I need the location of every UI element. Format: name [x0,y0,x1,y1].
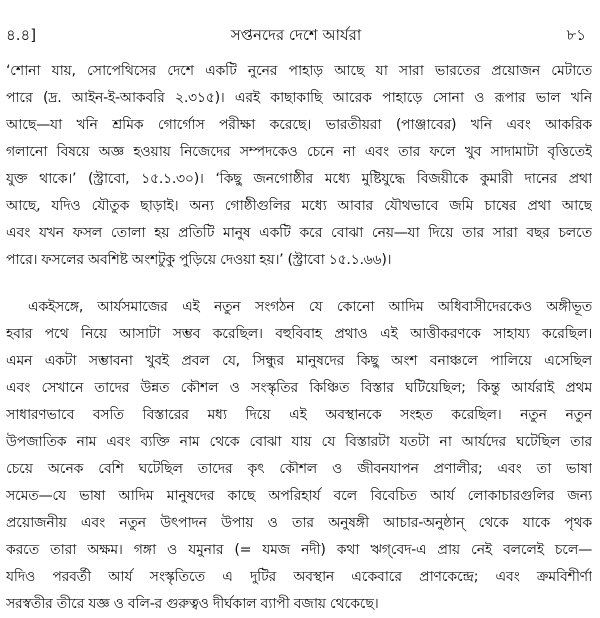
text-line: সমেত—যে ভাষা আদিম মানুষদের কাছে অপরিহার্য বলে বিবেচিত আর্য লোকাচারগুলির জন্য [6,488,592,504]
text-line: সরস্বতীর তীরে যজ্ঞ ও বলি-র গুরুত্বও দীর্ঘকাল ব্যাপী বজায় থেকেছে। [6,596,379,612]
text-line: ‘শোনা যায়, সোপেথিসের দেশে একটি নুনের পাহাড় আছে যা সারা ভারতের প্রয়োজন মেটাতে [6,63,592,79]
text-line: একইসঙ্গে, আর্যসমাজের এই নতুন সংগঠন যে কোনো আদিম অধিবাসীদেরকেও অঙ্গীভূত [28,299,592,315]
text-line: এবং যখন ফসল তোলা হয় প্রতিটি মানুষ একটি করে বোঝা নেয়—যা দিয়ে তার সারা বছর চলতে [6,225,592,241]
section-number: ৪.৪] [6,26,37,44]
chapter-title: সপ্তনদের দেশে আর্যরা [230,26,362,44]
text-line: উপজাতিক নাম এবং ব্যক্তি নাম থেকে বোঝা যায় যে বিস্তারটা যতটা না আর্যদের ঘটেছিল তার [6,434,592,450]
text-line: গলানো বিষয়ে অজ্ঞ হওয়ায় নিজেদের সম্পদকেও চেনে না এবং তার ফলে খুব সাদামাটা বৃত্তিতেই [6,144,592,160]
text-line: চেয়ে অনেক বেশি ঘটেছিল তাদের কৃৎ কৌশল ও জীবনযাপন প্রণালীর; এবং তা ভাষা [6,461,592,477]
text-line: এমন একটা সম্ভাবনা খুবই প্রবল যে, সিন্ধুর মানুষদের কিছু অংশ বনাঞ্চলে পালিয়ে এসেছিল [6,353,592,369]
quote-paragraph [6,58,592,274]
text-line: আছে, যদিও যৌতুক ছাড়াই। অন্য গোষ্ঠীগুলির মধ্যে আবার যৌথভাবে জমি চাষের প্রথা আছে [6,198,592,214]
text-line: যুক্ত থাকে।’ (স্ট্রাবো, ১৫.১.৩০)। ‘কিছু জনগোষ্ঠীর মধ্যে মুষ্টিযুদ্ধে বিজয়ীকে কুমারী দানের প্রথা [6,171,592,187]
running-header [6,24,586,46]
page-number: ৮১ [566,26,586,44]
text-line: করতে তারা অক্ষম। গঙ্গা ও যমুনার (= যমজ নদী) কথা ঋগ্‌বেদ-এ প্রায় নেই বললেই চলে— [6,542,592,558]
text-line: যদিও পরবর্তী আর্য সংস্কৃতিতে এ দুটির অবস্থান একেবারে প্রাণকেন্দ্রে; এবং ক্রমবিশীর্ণা [6,569,592,585]
text-line: পারে। ফসলের অবশিষ্ট অংশটুকু পুড়িয়ে দেওয়া হয়।’ (স্ট্রাবো ১৫.১.৬৬)। [6,252,392,268]
text-line: পারে (দ্র. আইন-ই-আকবরি ২.৩১৫)। এরই কাছাকাছি আরেক পাহাড়ে সোনা ও রূপার ভাল খনি [6,90,592,106]
body-paragraph [6,294,592,618]
text-line: আছে—যা খনি শ্রমিক গোর্গোস পরীক্ষা করেছে। ভারতীয়রা (পাঞ্জাবের) খনি এবং আকরিক [6,117,592,133]
text-line: সাধারণভাবে বসতি বিস্তারের মধ্য দিয়ে এই অবস্থানকে সংহত করেছিল। নতুন নতুন [6,407,592,423]
text-line: প্রয়োজনীয় এবং নতুন উৎপাদন উপায় ও তার অনুষঙ্গী আচার-অনুষ্ঠান্ থেকে যাকে পৃথক [6,515,592,531]
text-line: হবার পথে নিয়ে আসাটা সম্ভব করেছিল। বহুবিবাহ প্রথাও এই আত্তীকরণকে সাহায্য করেছিল। [6,326,592,342]
text-line: এবং সেখানে তাদের উন্নত কৌশল ও সংস্কৃতির কিঞ্চিত বিস্তার ঘটিয়েছিল; কিন্তু আর্যরাই প্রথম [6,380,592,396]
